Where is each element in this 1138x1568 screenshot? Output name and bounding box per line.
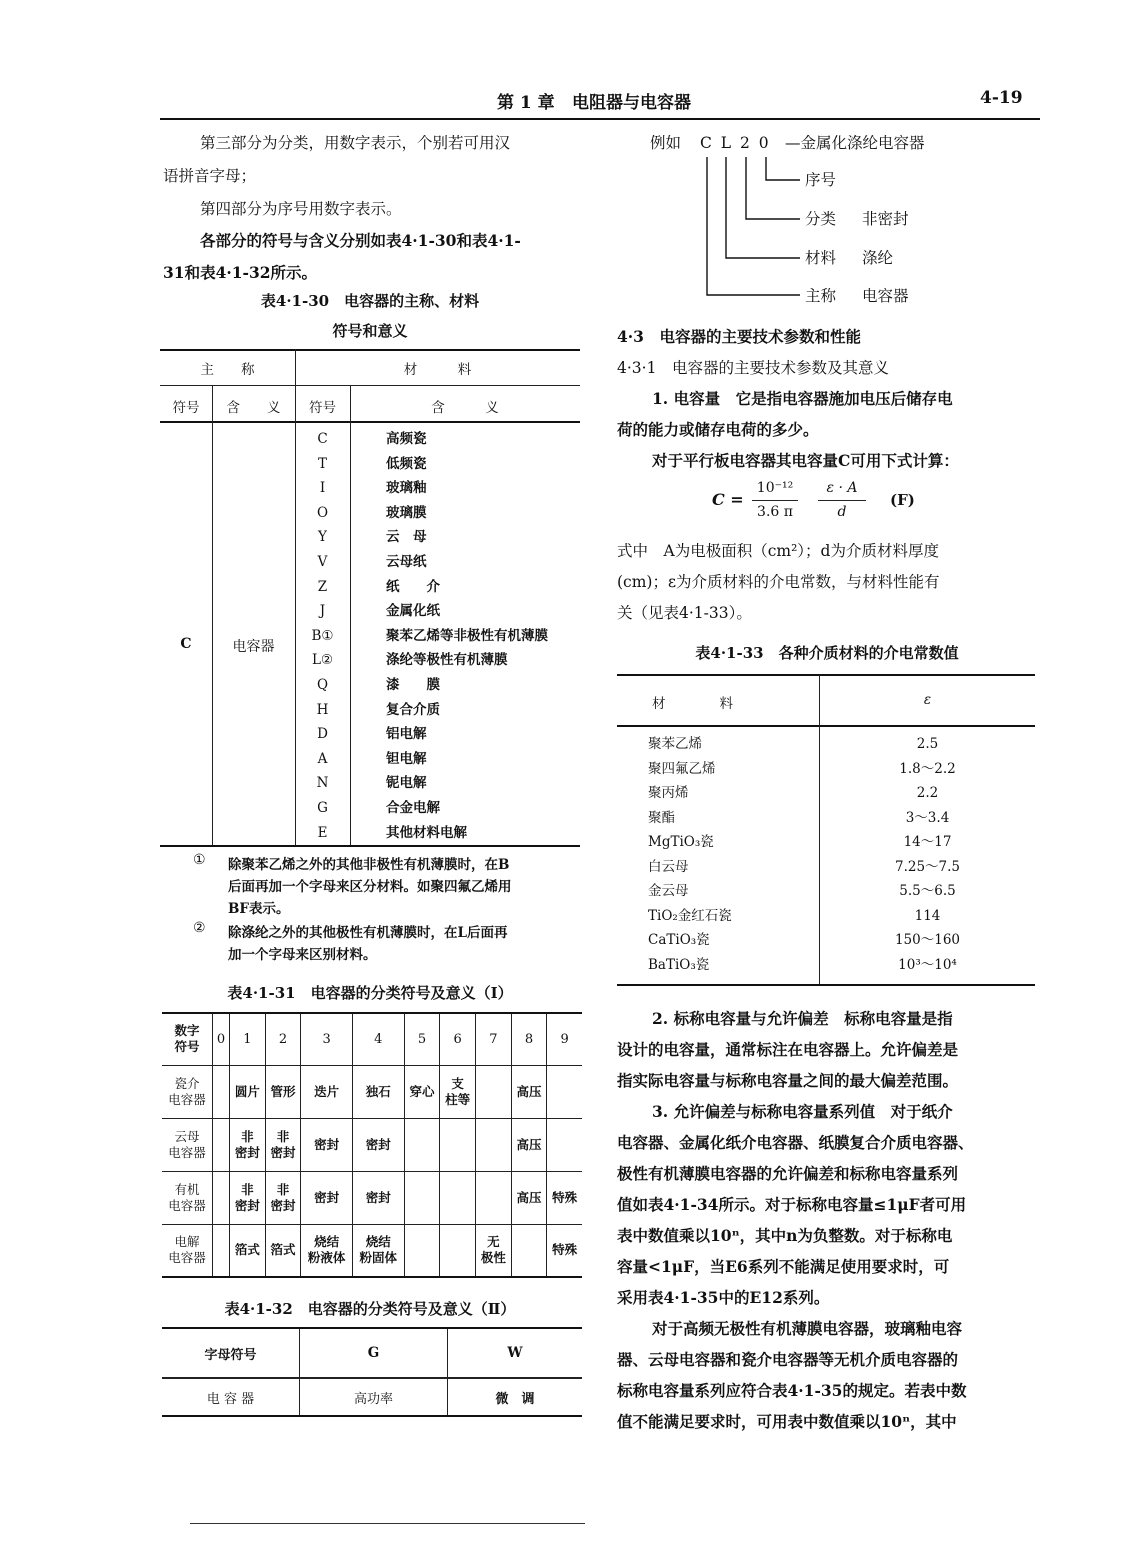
item1-line3: 对于平行板电容器其电容量C可用下式计算： [652, 451, 959, 470]
example-label: 例如 [650, 134, 682, 152]
table31 [162, 1012, 582, 1278]
paragraph-part3-line2: 语拼音字母； [163, 167, 257, 185]
table30-group-material: 材 料 [403, 362, 472, 378]
table32-r2: 高功率 [300, 1378, 448, 1416]
table32-caption: 表4·1-32 电容器的分类符号及意义（Ⅱ） [224, 1300, 516, 1318]
table30-row [295, 698, 580, 723]
table31-cell [265, 1118, 301, 1171]
table32-h3: W [448, 1328, 583, 1378]
item4-line1: 对于高频无极性有机薄膜电容器，玻璃釉电容 [652, 1319, 963, 1338]
table31-row [162, 1224, 582, 1277]
item1-line1: 1. 电容量 它是指电容器施加电压后储存电 [652, 389, 953, 408]
item1-line2: 荷的能力或储存电荷的多少。 [617, 420, 819, 439]
table31-digit: 3 [301, 1013, 353, 1065]
table33-row [617, 928, 1035, 953]
table32-row [162, 1378, 582, 1416]
table31-cell-line1: 箔式 [270, 1242, 296, 1258]
table32 [162, 1327, 582, 1417]
table30-row [295, 452, 580, 477]
table31-row-label [162, 1224, 213, 1277]
table31-cell-line2: 粉液体 [307, 1250, 346, 1266]
table30-row-meaning: 漆 膜 [386, 676, 440, 693]
table31-cell [547, 1065, 582, 1118]
table31-cell [404, 1171, 440, 1224]
table31-digit: 4 [353, 1013, 405, 1065]
table31-cell-line1: 特殊 [552, 1189, 578, 1205]
table31-cell [476, 1118, 512, 1171]
table30-row-meaning: 玻璃釉 [386, 480, 427, 497]
table32-header-row [162, 1328, 582, 1378]
formula-num1: 10⁻¹² [756, 480, 794, 496]
table33-row [617, 806, 1035, 831]
table33-row-material: 聚苯乙烯 [648, 736, 702, 752]
table31-digit: 9 [547, 1013, 582, 1065]
table30-row-symbol: Q [316, 676, 329, 693]
item2-line1: 2. 标称电容量与允许偏差 标称电容量是指 [652, 1009, 953, 1028]
table33-row [617, 732, 1035, 757]
table30-row [295, 747, 580, 772]
table32-r1: 电 容 器 [162, 1378, 300, 1416]
formula-den1: 3.6 π [757, 504, 793, 520]
table30-row-meaning: 低频瓷 [386, 455, 427, 472]
table31-cell-line1: 箔式 [234, 1242, 260, 1258]
table31-cell-line1: 高压 [516, 1136, 542, 1152]
table31-cell [476, 1224, 512, 1277]
table33-h-epsilon: ε [923, 692, 932, 708]
table31-cell [265, 1171, 301, 1224]
table31-cell [265, 1065, 301, 1118]
note1-line1: 除聚苯乙烯之外的其他非极性有机薄膜时，在B [228, 857, 510, 873]
table30-row [295, 624, 580, 649]
table33-row [617, 879, 1035, 904]
table30-row-symbol: A [317, 750, 328, 767]
table31-digit: 7 [476, 1013, 512, 1065]
branch-category-value: 非密封 [862, 210, 909, 228]
table31-cell [353, 1171, 405, 1224]
note2-line1: 除涤纶之外的其他极性有机薄膜时，在L后面再 [228, 925, 508, 941]
branch-main: 主称 [805, 287, 837, 305]
table31-cell [476, 1171, 512, 1224]
table31-row-label-line1: 云母 [174, 1128, 200, 1144]
branch-material-value: 涤纶 [862, 249, 894, 267]
bracket-line-category [746, 157, 800, 219]
table30-row-meaning: 玻璃膜 [386, 504, 427, 521]
table31-corner-line1: 数字 [174, 1023, 200, 1039]
explanation-line1: 式中 A为电极面积（cm²）；d为介质材料厚度 [617, 542, 939, 560]
item4-line3: 标称电容量系列应符合表4·1-35的规定。若表中数 [617, 1381, 967, 1400]
table31-cell-line1: 支 [451, 1075, 464, 1091]
table31-row-label [162, 1065, 213, 1118]
table31-cell-line1: 密封 [365, 1136, 391, 1152]
table31-cell [547, 1118, 582, 1171]
item3-line3: 极性有机薄膜电容器的允许偏差和标称电容量系列 [617, 1164, 959, 1183]
table33-row-material: 聚丙烯 [648, 785, 689, 801]
table31-cell [230, 1224, 266, 1277]
table30-row-meaning: 其他材料电解 [386, 824, 467, 841]
table31-digit: 6 [440, 1013, 476, 1065]
table33-row-material: TiO₂金红石瓷 [648, 907, 732, 924]
table31-digit: 2 [265, 1013, 301, 1065]
table30-top-rule [160, 349, 580, 351]
table33-row-value: 14～17 [903, 834, 952, 850]
table30-row-symbol: O [316, 504, 329, 521]
formula-fraction-bar2 [818, 500, 866, 501]
table30-row [295, 575, 580, 600]
formula-den2: d [837, 504, 847, 520]
table31-cell [353, 1118, 405, 1171]
table30-row-symbol: N [316, 775, 329, 792]
table30-row-symbol: B① [311, 627, 334, 644]
table33-header-rule [617, 725, 1035, 727]
table31-cell [511, 1065, 547, 1118]
table30-row [295, 796, 580, 821]
table30-col-symbol: 符号 [172, 400, 200, 416]
table30-col-meaning2: 含 义 [431, 400, 499, 416]
section-4-3-1-heading: 4·3·1 电容器的主要技术参数及其意义 [617, 359, 889, 377]
item4-line2: 器、云母电容器和瓷介电容器等无机介质电容器的 [617, 1350, 959, 1369]
table31-cell-line1: 烧结 [365, 1234, 391, 1250]
table31-cell-line1: 管形 [270, 1083, 296, 1099]
table33-row [617, 855, 1035, 880]
table31-cell-line1: 密封 [314, 1136, 340, 1152]
item3-line4: 值如表4·1-34所示。对于标称电容量≤1μF者可用 [617, 1195, 967, 1214]
table30-rows [295, 427, 580, 845]
paragraph-part4: 第四部分为序号用数字表示。 [200, 200, 402, 218]
table31-row-label-line1: 瓷介 [174, 1075, 200, 1091]
table33-row [617, 953, 1035, 978]
paragraph-part3-line1: 第三部分为分类，用数字表示，个别若可用汉 [200, 134, 511, 152]
table33-row-material: CaTiO₃瓷 [648, 932, 710, 948]
table33-row [617, 904, 1035, 929]
table31-cell [404, 1065, 440, 1118]
table33-row-material: 聚四氟乙烯 [648, 760, 716, 777]
table30-col-symbol2: 符号 [309, 400, 336, 416]
table31-row-label-line2: 电容器 [168, 1197, 206, 1213]
formula-unit: (F) [890, 491, 915, 509]
formula-c: C = [712, 490, 744, 509]
table30-row-symbol: T [317, 455, 327, 472]
footer-rule [190, 1523, 585, 1524]
table33-row-value: 114 [914, 907, 941, 924]
table31-cell-line1: 密封 [365, 1189, 391, 1205]
table31-cell-line1: 非 [241, 1181, 254, 1197]
branch-material: 材料 [805, 249, 837, 267]
example-desc: —金属化涤纶电容器 [785, 134, 925, 152]
page-number: 4-19 [980, 88, 1023, 108]
table31-cell [353, 1065, 405, 1118]
table30-row [295, 648, 580, 673]
table33-row-material: 白云母 [648, 858, 689, 875]
table31-cell [213, 1171, 230, 1224]
table33-row-value: 10³～10⁴ [898, 956, 957, 973]
bracket-line-sequence [766, 157, 800, 180]
item2-line3: 指实际电容量与标称电容量之间的最大偏差范围。 [617, 1071, 959, 1090]
table31-cell-line1: 穿心 [409, 1083, 435, 1099]
table30-row [295, 525, 580, 550]
table31-cell [301, 1118, 353, 1171]
table31-row-label [162, 1118, 213, 1171]
table31-digit: 5 [404, 1013, 440, 1065]
table30-row [295, 599, 580, 624]
table31-cell-line2: 粉固体 [359, 1250, 398, 1266]
table31-cell [547, 1224, 582, 1277]
table31-cell-line2: 密封 [234, 1144, 260, 1160]
table30-caption-line2: 符号和意义 [332, 322, 408, 340]
table31-cell [404, 1224, 440, 1277]
header-rule [160, 118, 1040, 120]
table31-cell [547, 1171, 582, 1224]
table31-cell [353, 1224, 405, 1277]
table33-bottom-rule [617, 984, 1035, 986]
chapter-number: 第 1 章 [497, 93, 555, 113]
table31-cell [511, 1118, 547, 1171]
table33-row-value: 2.2 [916, 785, 939, 801]
table30-group-main: 主 称 [200, 362, 255, 378]
table31-cell [476, 1065, 512, 1118]
table30-main-symbol: C [180, 636, 192, 652]
table30-row-meaning: 聚苯乙烯等非极性有机薄膜 [386, 627, 548, 644]
table31-row-label [162, 1171, 213, 1224]
note2-mark: ② [193, 920, 206, 936]
item3-line1: 3. 允许偏差与标称电容量系列值 对于纸介 [652, 1102, 953, 1121]
table31-cell-line1: 密封 [314, 1189, 340, 1205]
table31-digit: 1 [230, 1013, 266, 1065]
table31-cell-line1: 非 [241, 1128, 254, 1144]
table30-row-symbol: Y [318, 529, 327, 546]
table31-cell [511, 1224, 547, 1277]
table33-row-value: 3～3.4 [905, 809, 950, 826]
table33-caption: 表4·1-33 各种介质材料的介电常数值 [695, 644, 959, 662]
table30-row-meaning: 云母纸 [386, 553, 427, 570]
table33-row [617, 781, 1035, 806]
table31-cell [440, 1171, 476, 1224]
table31-row-label-line2: 电容器 [168, 1250, 206, 1266]
note1-text [228, 854, 512, 920]
table31-cell [230, 1171, 266, 1224]
table31-cell [213, 1224, 230, 1277]
item4-line4: 值不能满足要求时，可用表中数值乘以10ⁿ，其中 [617, 1412, 957, 1431]
chapter-title: 电阻器与电容器 [572, 93, 691, 113]
table31-cell [301, 1065, 353, 1118]
table31-cell [213, 1118, 230, 1171]
table30-caption-line1: 表4·1-30 电容器的主称、材料 [260, 292, 480, 310]
table31-row-label-line1: 有机 [174, 1181, 200, 1197]
table31-cell [440, 1224, 476, 1277]
item3-line7: 采用表4·1-35中的E12系列。 [617, 1288, 830, 1307]
table31-caption: 表4·1-31 电容器的分类符号及意义（Ⅰ） [227, 984, 513, 1002]
table30-row-meaning: 合金电解 [386, 799, 440, 816]
table30-vline-a [212, 385, 213, 845]
paragraph-refs-line2: 31和表4·1-32所示。 [163, 263, 318, 282]
table33-row [617, 757, 1035, 782]
note2-line2: 加一个字母来区别材料。 [228, 947, 377, 963]
table31-cell-line2: 极性 [480, 1250, 506, 1266]
table30-row-meaning: 钽电解 [386, 750, 427, 767]
table31-digit: 8 [511, 1013, 547, 1065]
note1-line2: 后面再加一个字母来区分材料。如聚四氟乙烯用 [228, 879, 512, 895]
table33-rows [617, 732, 1035, 977]
table30-row-symbol: Z [317, 578, 328, 595]
table30-row-symbol: J [319, 603, 326, 620]
item3-line2: 电容器、金属化纸介电容器、纸膜复合介质电容器、 [617, 1133, 974, 1152]
table30-row-meaning: 纸 介 [386, 578, 440, 595]
branch-category: 分类 [805, 210, 837, 228]
table31-cell-line1: 独石 [365, 1083, 391, 1099]
table30-row-meaning: 高频瓷 [386, 431, 427, 447]
table31-cell [301, 1224, 353, 1277]
table30-row-meaning: 铌电解 [386, 775, 427, 792]
branch-sequence: 序号 [805, 171, 837, 189]
table31-row [162, 1171, 582, 1224]
item2-line2: 设计的电容量，通常标注在电容器上。允许偏差是 [617, 1040, 959, 1059]
explanation-line2: (cm)；ε为介质材料的介电常数，与材料性能有 [617, 573, 940, 591]
table30-row-symbol: C [317, 431, 328, 447]
item3-line6: 容量<1μF，当E6系列不能满足使用要求时，可 [617, 1257, 950, 1276]
table31-row-label-line2: 电容器 [168, 1144, 206, 1160]
table31-cell-line1: 非 [276, 1128, 290, 1144]
table33-row-value: 1.8～2.2 [899, 760, 956, 777]
table30-row-symbol: H [316, 701, 329, 718]
table33-row-material: MgTiO₃瓷 [648, 834, 714, 850]
note1-line3: BF表示。 [228, 901, 290, 917]
table31-cell-line1: 迭片 [314, 1083, 340, 1099]
formula-fraction-bar1 [752, 500, 798, 501]
table31-cell-line2: 密封 [270, 1197, 296, 1213]
table30-row [295, 427, 580, 452]
table30-row-meaning: 复合介质 [386, 701, 440, 718]
item3-line5: 表中数值乘以10ⁿ，其中n为负整数。对于标称电 [617, 1226, 953, 1245]
table31-corner [162, 1013, 213, 1065]
example-bracket-diagram [700, 155, 810, 300]
table30-row-meaning: 铝电解 [386, 726, 427, 743]
table30-row [295, 722, 580, 747]
table31-cell-line1: 无 [487, 1234, 500, 1250]
table31-cell-line2: 密封 [270, 1144, 296, 1160]
table31-cell [213, 1065, 230, 1118]
table31-cell [404, 1118, 440, 1171]
table30-main-meaning: 电容器 [232, 639, 275, 655]
formula-num2: ε · A [826, 480, 858, 496]
table31-cell [265, 1224, 301, 1277]
table31-cell-line1: 高压 [516, 1189, 542, 1205]
table31-row-label-line1: 电解 [174, 1234, 200, 1250]
table30-row [295, 550, 580, 575]
table32-r3: 微 调 [495, 1391, 535, 1407]
explanation-line3: 关（见表4·1-33）。 [617, 604, 752, 622]
table33-row-value: 2.5 [916, 736, 939, 752]
table33-row-value: 5.5～6.5 [899, 883, 956, 899]
paragraph-refs-line1: 各部分的符号与含义分别如表4·1-30和表4·1- [200, 231, 521, 250]
table31-cell-line2: 柱等 [445, 1091, 471, 1107]
table30-row-meaning: 云 母 [386, 529, 427, 546]
table31-cell [440, 1065, 476, 1118]
table32-h2: G [300, 1328, 448, 1378]
table31-cell-line1: 特殊 [552, 1242, 578, 1258]
table31-cell-line1: 圆片 [234, 1083, 260, 1099]
table33-top-rule [617, 674, 1035, 676]
table30-row [295, 476, 580, 501]
table30-row-symbol: E [317, 824, 328, 841]
table31-cell [440, 1118, 476, 1171]
table31-corner-line2: 符号 [174, 1039, 200, 1055]
table31-cell [230, 1118, 266, 1171]
bracket-line-main [707, 157, 800, 295]
table31-header-row [162, 1013, 582, 1065]
table30-row-meaning: 金属化纸 [386, 603, 440, 620]
table30-row [295, 673, 580, 698]
table30-row [295, 771, 580, 796]
section-4-3-heading: 4·3 电容器的主要技术参数和性能 [617, 327, 861, 346]
branch-main-value: 电容器 [862, 287, 909, 305]
table33-row [617, 830, 1035, 855]
table30-row-symbol: D [317, 726, 328, 743]
note1-mark: ① [193, 852, 206, 868]
table30-row-symbol: L② [311, 652, 334, 669]
table33-row-material: 聚酯 [648, 809, 675, 826]
table33-row-value: 150～160 [894, 932, 961, 948]
table32-h1: 字母符号 [162, 1328, 300, 1378]
table31-digit: 0 [213, 1013, 230, 1065]
table30-mid-rule [160, 385, 580, 386]
table30-row [295, 501, 580, 526]
table31-cell [230, 1065, 266, 1118]
table31-row [162, 1065, 582, 1118]
example-code: C L 2 0 [700, 134, 771, 152]
table30-row-meaning: 涤纶等极性有机薄膜 [386, 652, 508, 669]
note2-text [228, 922, 508, 966]
table31-row [162, 1118, 582, 1171]
table33-h-material: 材 料 [652, 696, 733, 712]
table30-header-rule [160, 421, 580, 423]
table33-row-value: 7.25～7.5 [894, 858, 961, 875]
table30-col-meaning: 含 义 [226, 400, 281, 416]
table31-row-label-line2: 电容器 [168, 1091, 206, 1107]
table33-row-material: 金云母 [648, 883, 689, 899]
table30-row-symbol: I [319, 480, 326, 497]
table30-bottom-rule [160, 845, 580, 847]
table31-cell-line2: 密封 [234, 1197, 260, 1213]
table30-row [295, 821, 580, 846]
table31-cell-line1: 非 [276, 1181, 290, 1197]
table30-row-symbol: V [317, 553, 328, 570]
table33-row-material: BaTiO₃瓷 [648, 956, 710, 973]
table31-cell [301, 1171, 353, 1224]
bracket-line-material [726, 157, 800, 258]
table30-row-symbol: G [317, 799, 328, 816]
table31-cell-line1: 烧结 [314, 1234, 340, 1250]
table31-cell [511, 1171, 547, 1224]
table31-cell-line1: 高压 [516, 1083, 542, 1099]
